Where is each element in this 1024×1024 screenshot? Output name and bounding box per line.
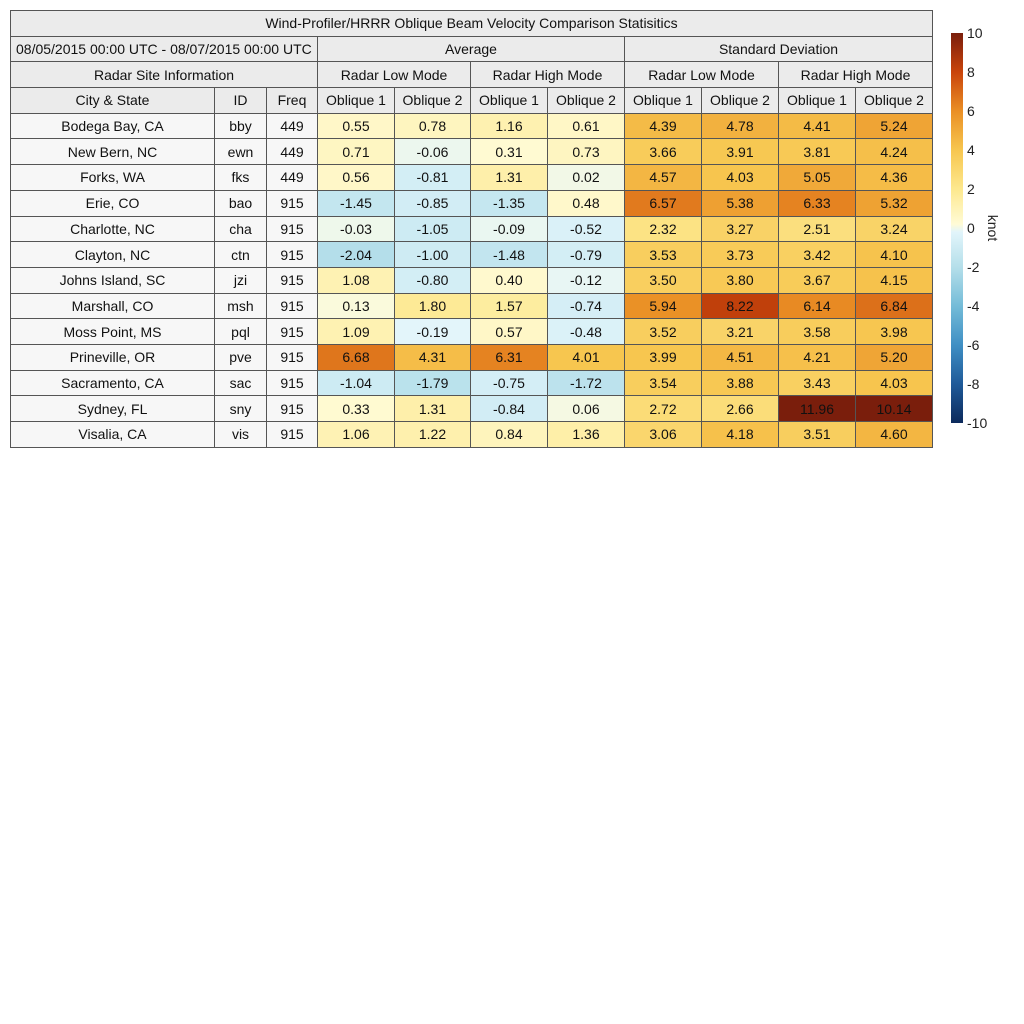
city-cell: Marshall, CO — [11, 293, 215, 319]
value-cell: 1.80 — [395, 293, 471, 319]
freq-cell: 915 — [267, 216, 318, 242]
value-cell: 2.72 — [625, 396, 702, 422]
id-cell: fks — [215, 165, 267, 191]
beam-header: Oblique 1 — [625, 88, 702, 114]
value-cell: -1.79 — [395, 370, 471, 396]
freq-header: Freq — [267, 88, 318, 114]
mode-header: Radar High Mode — [471, 62, 625, 88]
value-cell: 1.09 — [318, 319, 395, 345]
value-cell: 1.36 — [548, 422, 625, 448]
freq-cell: 449 — [267, 139, 318, 165]
table-row — [11, 113, 933, 139]
value-cell: 2.51 — [779, 216, 856, 242]
city-cell: Prineville, OR — [11, 344, 215, 370]
value-cell: -1.05 — [395, 216, 471, 242]
value-cell: 4.31 — [395, 344, 471, 370]
id-cell: cha — [215, 216, 267, 242]
id-cell: vis — [215, 422, 267, 448]
statistics-table — [10, 10, 933, 448]
value-cell: 4.41 — [779, 113, 856, 139]
value-cell: -1.48 — [471, 242, 548, 268]
value-cell: -0.85 — [395, 190, 471, 216]
value-cell: 4.03 — [856, 370, 933, 396]
colorbar-tick: 10 — [967, 25, 983, 41]
value-cell: 4.01 — [548, 344, 625, 370]
value-cell: -1.45 — [318, 190, 395, 216]
value-cell: 3.52 — [625, 319, 702, 345]
id-cell: pql — [215, 319, 267, 345]
beam-header: Oblique 1 — [471, 88, 548, 114]
value-cell: -0.06 — [395, 139, 471, 165]
colorbar-tick: 0 — [967, 220, 975, 236]
table-row — [11, 370, 933, 396]
value-cell: 3.91 — [702, 139, 779, 165]
value-cell: 4.39 — [625, 113, 702, 139]
table-row — [11, 293, 933, 319]
value-cell: -0.80 — [395, 267, 471, 293]
value-cell: 6.84 — [856, 293, 933, 319]
city-cell: Erie, CO — [11, 190, 215, 216]
value-cell: -0.79 — [548, 242, 625, 268]
mode-header: Radar Low Mode — [625, 62, 779, 88]
value-cell: 0.84 — [471, 422, 548, 448]
value-cell: 1.31 — [395, 396, 471, 422]
id-cell: sny — [215, 396, 267, 422]
value-cell: 0.31 — [471, 139, 548, 165]
value-cell: -0.81 — [395, 165, 471, 191]
value-cell: 4.36 — [856, 165, 933, 191]
value-cell: 3.81 — [779, 139, 856, 165]
value-cell: 3.67 — [779, 267, 856, 293]
value-cell: -0.75 — [471, 370, 548, 396]
table-row — [11, 190, 933, 216]
id-cell: ctn — [215, 242, 267, 268]
value-cell: 4.60 — [856, 422, 933, 448]
value-cell: 3.58 — [779, 319, 856, 345]
value-cell: -1.35 — [471, 190, 548, 216]
city-cell: Sydney, FL — [11, 396, 215, 422]
value-cell: 8.22 — [702, 293, 779, 319]
value-cell: 5.38 — [702, 190, 779, 216]
beam-header: Oblique 1 — [779, 88, 856, 114]
value-cell: 6.14 — [779, 293, 856, 319]
value-cell: 6.31 — [471, 344, 548, 370]
id-cell: bao — [215, 190, 267, 216]
mode-header: Radar High Mode — [779, 62, 933, 88]
city-cell: Bodega Bay, CA — [11, 113, 215, 139]
value-cell: 0.33 — [318, 396, 395, 422]
value-cell: -0.09 — [471, 216, 548, 242]
value-cell: 3.98 — [856, 319, 933, 345]
value-cell: 3.53 — [625, 242, 702, 268]
freq-cell: 915 — [267, 293, 318, 319]
colorbar-tick: 2 — [967, 181, 975, 197]
value-cell: -0.48 — [548, 319, 625, 345]
value-cell: 3.73 — [702, 242, 779, 268]
city-header: City & State — [11, 88, 215, 114]
colorbar-tick: -10 — [967, 415, 988, 431]
value-cell: 0.02 — [548, 165, 625, 191]
value-cell: 2.32 — [625, 216, 702, 242]
value-cell: 3.21 — [702, 319, 779, 345]
value-cell: -0.74 — [548, 293, 625, 319]
value-cell: 3.27 — [702, 216, 779, 242]
value-cell: 0.55 — [318, 113, 395, 139]
id-cell: msh — [215, 293, 267, 319]
value-cell: 6.33 — [779, 190, 856, 216]
city-cell: New Bern, NC — [11, 139, 215, 165]
city-cell: Charlotte, NC — [11, 216, 215, 242]
value-cell: 4.24 — [856, 139, 933, 165]
value-cell: 3.43 — [779, 370, 856, 396]
value-cell: 3.54 — [625, 370, 702, 396]
value-cell: 3.88 — [702, 370, 779, 396]
table-title: Wind-Profiler/HRRR Oblique Beam Velocity Comparison Statisitics — [11, 11, 933, 37]
colorbar-label: knot — [985, 214, 1001, 242]
value-cell: -0.03 — [318, 216, 395, 242]
freq-cell: 449 — [267, 165, 318, 191]
freq-cell: 915 — [267, 396, 318, 422]
colorbar-tick: 8 — [967, 64, 975, 80]
freq-cell: 915 — [267, 190, 318, 216]
value-cell: 5.24 — [856, 113, 933, 139]
colorbar — [940, 22, 1010, 442]
freq-cell: 915 — [267, 242, 318, 268]
site-info-header: Radar Site Information — [11, 62, 318, 88]
value-cell: 1.06 — [318, 422, 395, 448]
colorbar-gradient — [951, 33, 963, 423]
table-row — [11, 396, 933, 422]
beam-header: Oblique 1 — [318, 88, 395, 114]
beam-header: Oblique 2 — [702, 88, 779, 114]
table-row — [11, 139, 933, 165]
value-cell: 3.66 — [625, 139, 702, 165]
average-header: Average — [318, 36, 625, 62]
value-cell: 4.21 — [779, 344, 856, 370]
group-header-row — [11, 36, 933, 62]
mode-header-row — [11, 62, 933, 88]
city-cell: Sacramento, CA — [11, 370, 215, 396]
value-cell: 0.61 — [548, 113, 625, 139]
value-cell: 10.14 — [856, 396, 933, 422]
value-cell: -0.19 — [395, 319, 471, 345]
city-cell: Forks, WA — [11, 165, 215, 191]
colorbar-tick: -6 — [967, 337, 980, 353]
city-cell: Moss Point, MS — [11, 319, 215, 345]
value-cell: 4.03 — [702, 165, 779, 191]
value-cell: 0.71 — [318, 139, 395, 165]
title-row — [11, 11, 933, 37]
date-range: 08/05/2015 00:00 UTC - 08/07/2015 00:00 UTC — [11, 36, 318, 62]
id-cell: sac — [215, 370, 267, 396]
value-cell: 1.57 — [471, 293, 548, 319]
value-cell: 6.57 — [625, 190, 702, 216]
value-cell: -1.72 — [548, 370, 625, 396]
table-row — [11, 242, 933, 268]
id-cell: ewn — [215, 139, 267, 165]
freq-cell: 915 — [267, 267, 318, 293]
value-cell: -0.52 — [548, 216, 625, 242]
freq-cell: 915 — [267, 319, 318, 345]
value-cell: 5.94 — [625, 293, 702, 319]
city-cell: Clayton, NC — [11, 242, 215, 268]
colorbar-tick: -4 — [967, 298, 980, 314]
value-cell: -0.12 — [548, 267, 625, 293]
value-cell: 3.51 — [779, 422, 856, 448]
colorbar-tick: -8 — [967, 376, 980, 392]
std-header: Standard Deviation — [625, 36, 933, 62]
value-cell: 0.48 — [548, 190, 625, 216]
value-cell: 3.50 — [625, 267, 702, 293]
value-cell: -2.04 — [318, 242, 395, 268]
id-cell: pve — [215, 344, 267, 370]
value-cell: 0.06 — [548, 396, 625, 422]
beam-header: Oblique 2 — [856, 88, 933, 114]
value-cell: 3.80 — [702, 267, 779, 293]
beam-header: Oblique 2 — [395, 88, 471, 114]
table-row — [11, 319, 933, 345]
colorbar-tick: -2 — [967, 259, 980, 275]
value-cell: 5.05 — [779, 165, 856, 191]
value-cell: 3.24 — [856, 216, 933, 242]
value-cell: 0.78 — [395, 113, 471, 139]
value-cell: 1.22 — [395, 422, 471, 448]
value-cell: 11.96 — [779, 396, 856, 422]
value-cell: 4.15 — [856, 267, 933, 293]
colorbar-tick: 6 — [967, 103, 975, 119]
value-cell: 2.66 — [702, 396, 779, 422]
value-cell: 0.73 — [548, 139, 625, 165]
value-cell: 0.57 — [471, 319, 548, 345]
freq-cell: 449 — [267, 113, 318, 139]
city-cell: Johns Island, SC — [11, 267, 215, 293]
value-cell: 6.68 — [318, 344, 395, 370]
value-cell: 4.57 — [625, 165, 702, 191]
value-cell: 4.51 — [702, 344, 779, 370]
id-cell: bby — [215, 113, 267, 139]
value-cell: -1.00 — [395, 242, 471, 268]
value-cell: 4.10 — [856, 242, 933, 268]
value-cell: 0.40 — [471, 267, 548, 293]
value-cell: -1.04 — [318, 370, 395, 396]
table-row — [11, 165, 933, 191]
value-cell: 5.32 — [856, 190, 933, 216]
value-cell: 3.42 — [779, 242, 856, 268]
value-cell: -0.84 — [471, 396, 548, 422]
value-cell: 1.31 — [471, 165, 548, 191]
city-cell: Visalia, CA — [11, 422, 215, 448]
value-cell: 5.20 — [856, 344, 933, 370]
id-header: ID — [215, 88, 267, 114]
column-header-row — [11, 88, 933, 114]
table-row — [11, 422, 933, 448]
value-cell: 3.99 — [625, 344, 702, 370]
freq-cell: 915 — [267, 422, 318, 448]
table-row — [11, 344, 933, 370]
table-row — [11, 267, 933, 293]
value-cell: 0.56 — [318, 165, 395, 191]
colorbar-tick: 4 — [967, 142, 975, 158]
value-cell: 1.08 — [318, 267, 395, 293]
beam-header: Oblique 2 — [548, 88, 625, 114]
value-cell: 1.16 — [471, 113, 548, 139]
mode-header: Radar Low Mode — [318, 62, 471, 88]
table-row — [11, 216, 933, 242]
freq-cell: 915 — [267, 344, 318, 370]
id-cell: jzi — [215, 267, 267, 293]
value-cell: 4.78 — [702, 113, 779, 139]
value-cell: 4.18 — [702, 422, 779, 448]
value-cell: 0.13 — [318, 293, 395, 319]
freq-cell: 915 — [267, 370, 318, 396]
value-cell: 3.06 — [625, 422, 702, 448]
